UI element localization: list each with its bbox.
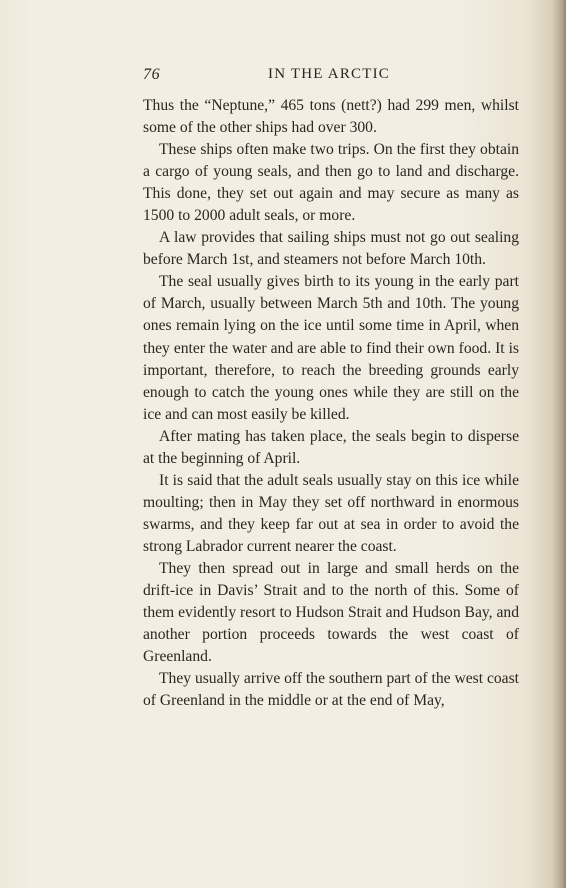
paragraph: A law provides that sailing ships must not go out sealing before March 1st, and steamers not before March 10th. — [143, 229, 519, 269]
page-number: 76 — [143, 66, 161, 83]
paragraph: The seal usually gives birth to its young in the early part of March, usually between March 5th and 10th. The young ones remain lying on the ice until some time in April, when they enter the water and are able to find their own food. It is important, therefore, to reach the breeding grounds early enough to catch the young ones while they are still on the ice and can most easily be killed. — [143, 273, 519, 423]
running-head: IN THE ARCTIC — [268, 66, 390, 82]
paragraph: They usually arrive off the southern part of the west coast of Greenland in the middle or at the end of May, — [143, 670, 519, 710]
paragraph: After mating has taken place, the seals begin to disperse at the beginning of April. — [143, 427, 519, 467]
paragraph: It is said that the adult seals usually stay on this ice while moulting; then in May they set off northward in enormous swarms, and they keep far out at sea in order to avoid the strong Labrador current nearer the coast. — [143, 471, 519, 555]
paragraph: Thus the “Neptune,” 465 tons (nett?) had 299 men, whilst some of the other ships had over 300. — [143, 97, 519, 137]
paragraph: These ships often make two trips. On the first they obtain a cargo of young seals, and then go to land and discharge. This done, they set out again and may secure as many as 1500 to 2000 adult seals, or more. — [143, 141, 519, 225]
page-header — [143, 66, 519, 86]
paragraph: They then spread out in large and small herds on the drift-ice in Davis’ Strait and to the north of this. Some of them evidently resort to Hudson Strait and Hudson Bay, and another portion proceeds towards the west coast of Greenland. — [143, 559, 519, 666]
body-text — [143, 95, 519, 712]
page-edge-shadow — [552, 0, 566, 888]
